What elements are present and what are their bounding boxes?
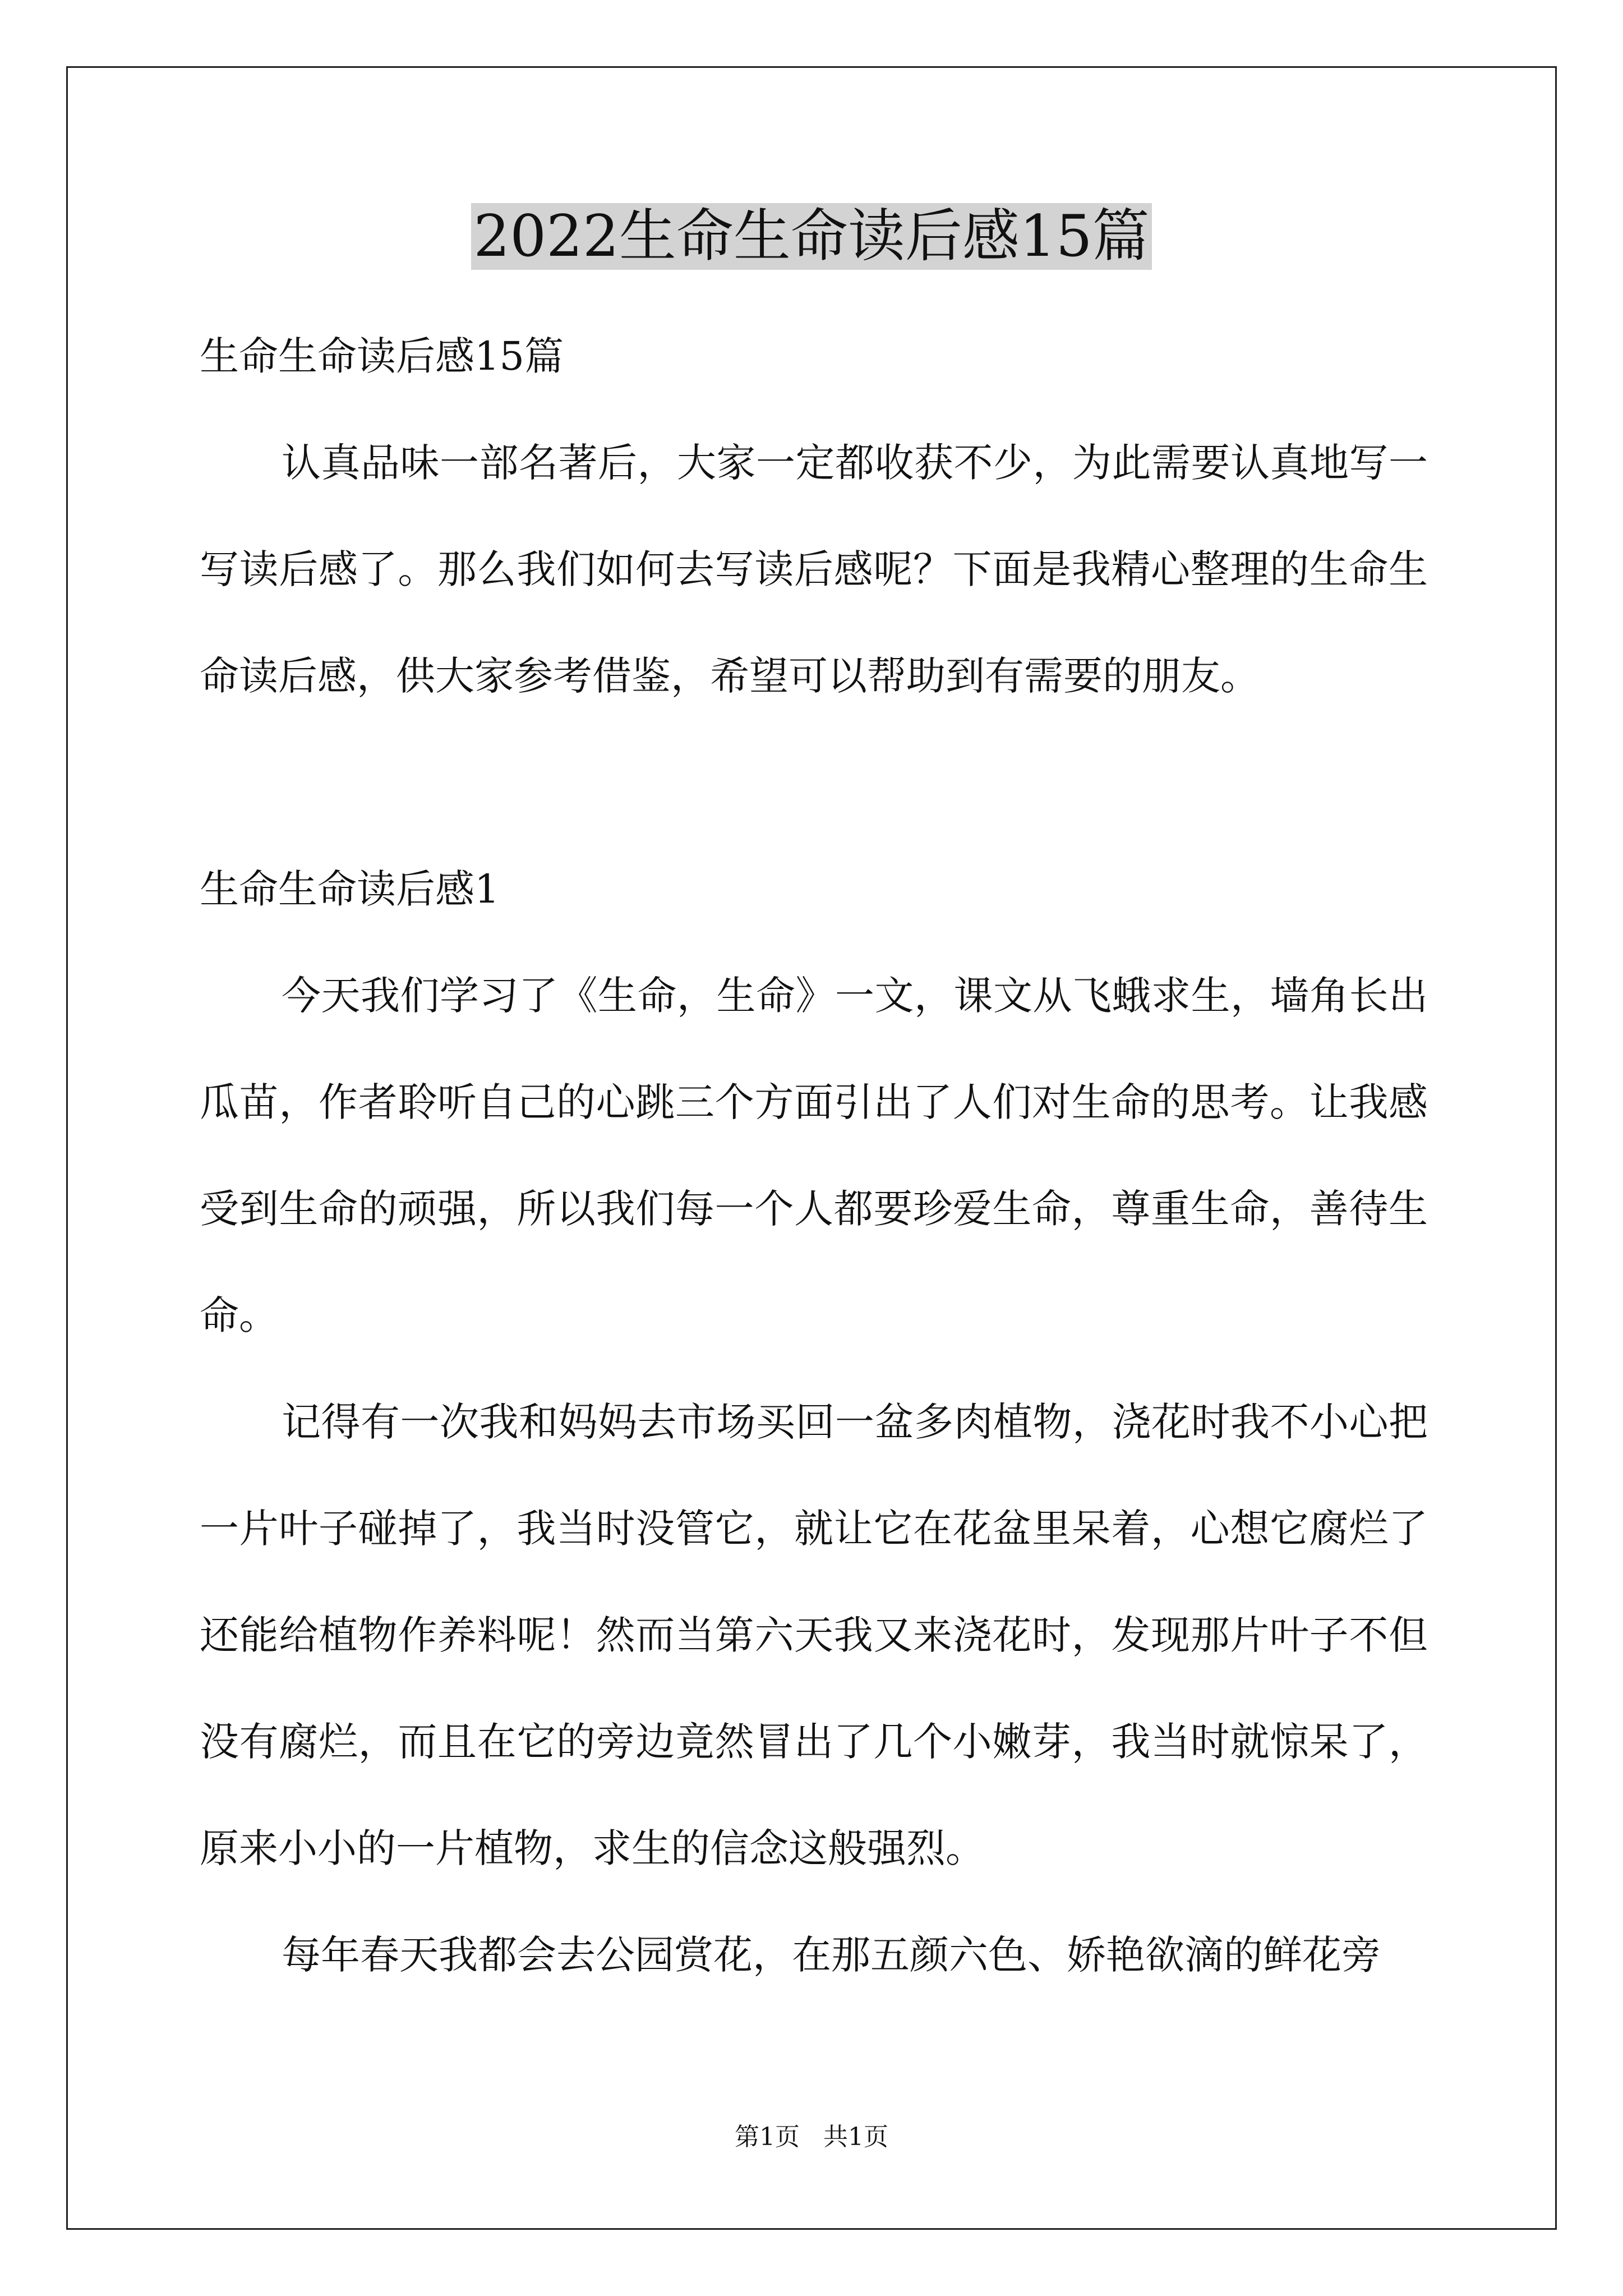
document-subtitle: 生命生命读后感15篇 <box>200 333 564 379</box>
page-footer: 第1页 共1页 <box>735 2123 888 2151</box>
document-title-text: 2022生命生命读后感15篇 <box>471 203 1151 270</box>
section-heading: 生命生命读后感1 <box>200 866 500 912</box>
document-body <box>200 303 1428 2008</box>
body-paragraph: 记得有一次我和妈妈去市场买回一盆多肉植物，浇花时我不小心把一片叶子碰掉了，我当时没管它，就让它在花盆里呆着，心想它腐烂了还能给植物作养料呢！然而当第六天我又来浇花时，发现那片叶子不但没有腐烂，而且在它的旁边竟然冒出了几个小嫩芽，我当时就惊呆了，原来小小的一片植物，求生的信念这般强烈。 <box>200 1399 1428 1871</box>
body-paragraph: 每年春天我都会去公园赏花，在那五颜六色、娇艳欲滴的鲜花旁 <box>282 1932 1381 1978</box>
body-paragraph: 今天我们学习了《生命，生命》一文，课文从飞蛾求生，墙角长出瓜苗，作者聆听自己的心跳三个方面引出了人们对生命的思考。让我感受到生命的顽强，所以我们每一个人都要珍爱生命，尊重生命，善待生命。 <box>200 973 1428 1338</box>
intro-paragraph: 认真品味一部名著后，大家一定都收获不少，为此需要认真地写一写读后感了。那么我们如何去写读后感呢？下面是我精心整理的生命生命读后感，供大家参考借鉴，希望可以帮助到有需要的朋友。 <box>200 440 1428 699</box>
section-spacer <box>200 729 1428 836</box>
document-title <box>0 197 1623 276</box>
